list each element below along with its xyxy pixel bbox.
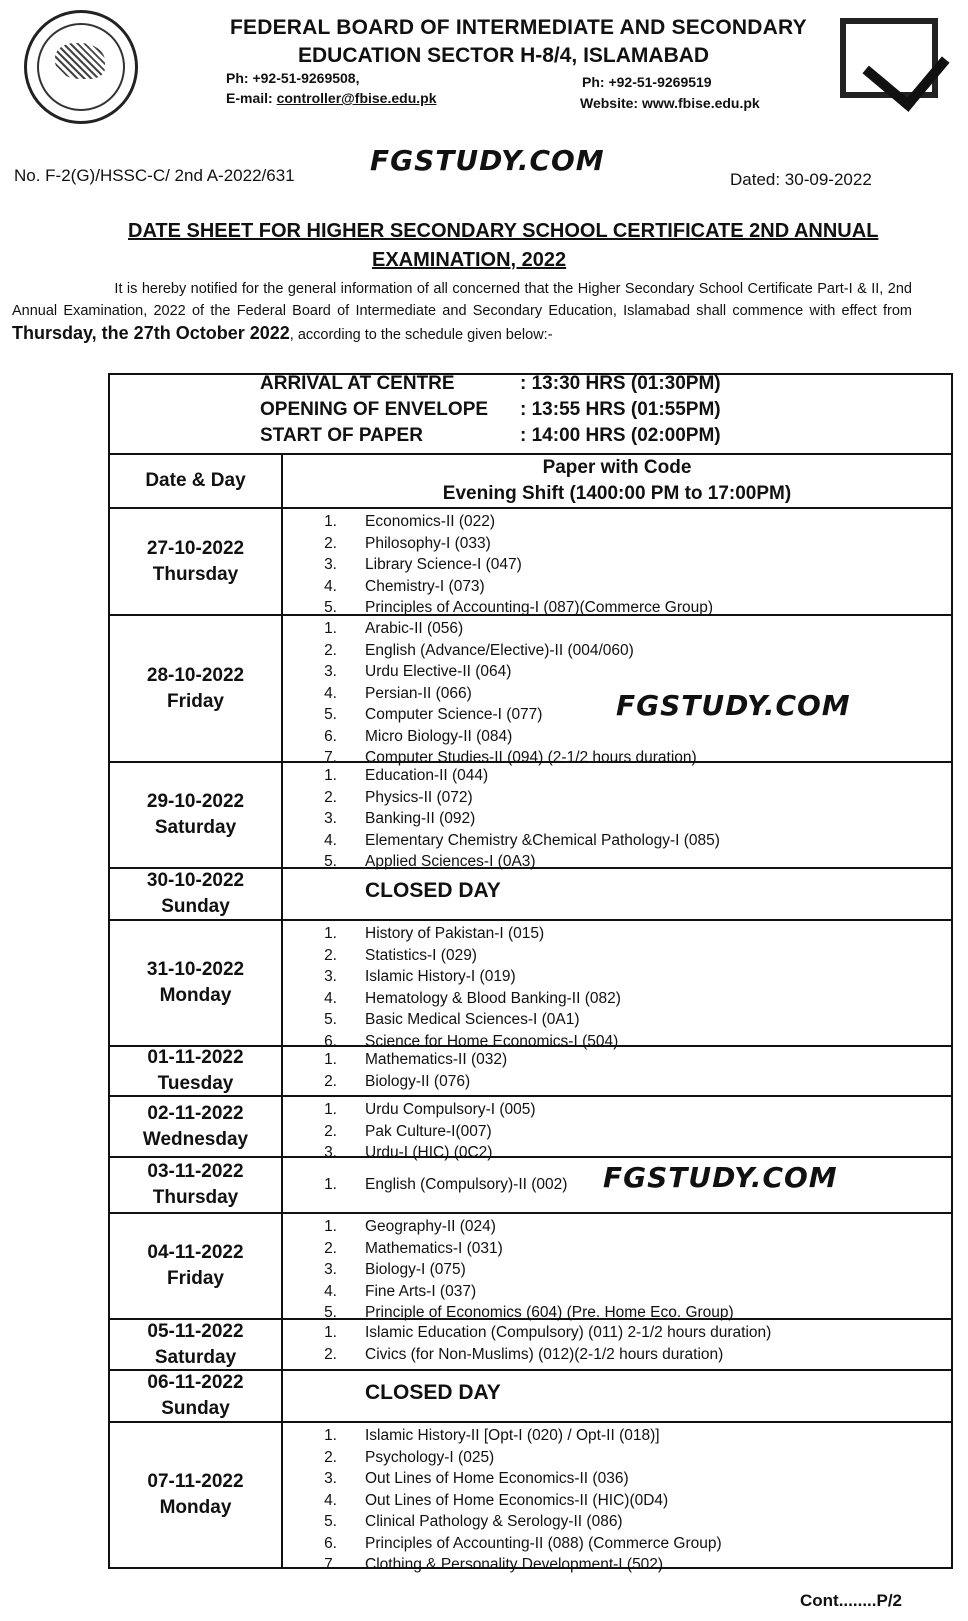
- paper-number: 3.: [324, 810, 337, 827]
- paper-name: Urdu Elective-II (064): [365, 663, 512, 680]
- title-line1: DATE SHEET FOR HIGHER SECONDARY SCHOOL CERTIFICATE 2ND ANNUAL: [128, 220, 879, 242]
- paper-number: 1.: [324, 1101, 337, 1118]
- table-row: [110, 1371, 951, 1423]
- paper-item: [283, 1344, 951, 1366]
- paper-name: Chemistry-I (073): [365, 577, 485, 595]
- date-day-cell: [110, 509, 283, 614]
- paper-item: [283, 640, 951, 662]
- paper-item: [283, 1468, 951, 1490]
- paper-item: [283, 533, 951, 555]
- table-row: [110, 921, 951, 1050]
- table-header: [110, 455, 951, 509]
- paper-number: 5.: [324, 853, 337, 870]
- paper-number: 1.: [324, 620, 337, 637]
- paper-number: 5.: [324, 599, 337, 616]
- paper-item: [283, 1425, 951, 1447]
- paper-item: [283, 765, 951, 787]
- exam-day: Monday: [159, 985, 232, 1006]
- paper-number: 4.: [324, 684, 337, 702]
- paper-item: [283, 1322, 951, 1344]
- paper-name: Mathematics-II (032): [365, 1051, 508, 1068]
- paper-name: Arabic-II (056): [365, 620, 464, 637]
- paper-item: [283, 661, 951, 683]
- phone-right: Ph: +92-51-9269519: [582, 74, 712, 90]
- paper-name: Fine Arts-I (037): [365, 1282, 477, 1300]
- paper-item: [283, 808, 951, 830]
- exam-date: 31-10-2022: [146, 959, 245, 980]
- paper-item: [283, 1490, 951, 1512]
- paper-number: 6.: [324, 727, 337, 745]
- table-row: [110, 1320, 951, 1371]
- paper-item: [283, 1533, 951, 1555]
- paper-name: Micro Biology-II (084): [365, 727, 513, 745]
- paper-item: [283, 1238, 951, 1260]
- date-day-cell: [110, 921, 283, 1045]
- paper-name: Pak Culture-I(007): [365, 1122, 492, 1140]
- papers-cell: [283, 869, 951, 919]
- paper-number: 4.: [324, 1282, 337, 1300]
- exam-date: 06-11-2022: [147, 1372, 244, 1393]
- timing-row: [260, 425, 760, 451]
- table-row: [110, 509, 951, 616]
- header-paper: [283, 455, 951, 507]
- timing-row: [260, 399, 760, 425]
- paper-name: Principles of Accounting-II (088) (Commerce Group): [365, 1534, 722, 1552]
- paper-number: 6.: [324, 1032, 337, 1050]
- dated: Dated: 30-09-2022: [730, 170, 872, 189]
- paper-number: 1.: [324, 1218, 337, 1235]
- paper-name: Islamic History-II [Opt-I (020) / Opt-II (018)]: [365, 1427, 660, 1444]
- paper-item: [283, 1071, 951, 1093]
- paper-name: Education-II (044): [365, 767, 489, 784]
- paper-item: [283, 923, 951, 945]
- paper-name: Principles of Accounting-I (087)(Commerce Group): [365, 599, 714, 616]
- paper-number: 2.: [324, 946, 337, 964]
- notice-start-date: Thursday, the 27th October 2022: [12, 323, 290, 343]
- timing-label: ARRIVAL AT CENTRE: [260, 373, 455, 394]
- paper-name: Principle of Economics (604) (Pre. Home Eco. Group): [365, 1304, 734, 1321]
- paper-number: 2.: [324, 1448, 337, 1466]
- timing-row: [260, 373, 760, 399]
- paper-item: [283, 787, 951, 809]
- date-day-cell: [110, 1320, 283, 1369]
- exam-date: 02-11-2022: [147, 1102, 244, 1124]
- paper-number: 4.: [324, 1491, 337, 1509]
- papers-cell: [283, 1214, 951, 1321]
- paper-name: History of Pakistan-I (015): [365, 925, 545, 942]
- paper-name: Computer Science-I (077): [365, 706, 543, 723]
- paper-item: [283, 576, 951, 598]
- paper-name: Library Science-I (047): [365, 556, 522, 573]
- paper-item: [283, 726, 951, 748]
- papers-cell: [283, 921, 951, 1050]
- papers-cell: [283, 763, 951, 870]
- exam-day: Saturday: [154, 1346, 237, 1368]
- date-day-cell: [110, 1047, 283, 1095]
- paper-number: 7.: [324, 1556, 337, 1573]
- paper-name: Mathematics-I (031): [365, 1239, 503, 1257]
- papers-cell: [283, 1047, 951, 1095]
- email-line: [226, 90, 436, 106]
- paper-item: [283, 966, 951, 988]
- paper-number: 1.: [324, 1427, 337, 1444]
- table-row: [110, 1214, 951, 1320]
- exam-day: Sunday: [161, 1398, 230, 1419]
- timing-box: [110, 375, 951, 455]
- paper-item: [283, 1049, 951, 1071]
- exam-date: 30-10-2022: [146, 870, 245, 891]
- paper-item: [283, 1216, 951, 1238]
- date-day-cell: [110, 763, 283, 867]
- paper-number: 2.: [324, 534, 337, 552]
- paper-item: [283, 1447, 951, 1469]
- closed-day-label: CLOSED DAY: [365, 1381, 501, 1404]
- closed-day-label: CLOSED DAY: [365, 879, 501, 902]
- timing-label: OPENING OF ENVELOPE: [260, 399, 489, 420]
- paper-number: 5.: [324, 1011, 337, 1028]
- exam-day: Friday: [166, 690, 225, 712]
- date-day-cell: [110, 869, 283, 919]
- paper-number: 5.: [324, 1304, 337, 1321]
- paper-name: Clothing & Personality Development-I (502): [365, 1556, 664, 1573]
- iso-certification-logo: [840, 18, 938, 98]
- paper-name: Islamic Education (Compulsory) (011) 2-1/2 hours duration): [365, 1324, 772, 1341]
- paper-number: 2.: [324, 1072, 337, 1090]
- date-day-cell: [110, 1371, 283, 1421]
- date-day-cell: [110, 616, 283, 761]
- paper-number: 3.: [324, 556, 337, 573]
- watermark: FGSTUDY.COM: [370, 144, 605, 177]
- timing-value: : 14:00 HRS (02:00PM): [520, 425, 721, 446]
- paper-item: [283, 1511, 951, 1533]
- paper-number: 7.: [324, 749, 337, 766]
- table-row: [110, 869, 951, 921]
- paper-number: 4.: [324, 831, 337, 849]
- paper-number: 1.: [324, 1324, 337, 1341]
- timing-value: : 13:30 HRS (01:30PM): [520, 373, 721, 394]
- paper-number: 1.: [324, 767, 337, 784]
- exam-date: 05-11-2022: [147, 1320, 244, 1342]
- paper-name: Geography-II (024): [365, 1218, 496, 1235]
- paper-number: 4.: [324, 989, 337, 1007]
- paper-item: [283, 1554, 951, 1576]
- paper-name: Biology-II (076): [365, 1072, 471, 1090]
- timing-label: START OF PAPER: [260, 425, 423, 446]
- paper-name: Elementary Chemistry &Chemical Pathology-I (085): [365, 831, 720, 849]
- email-link[interactable]: controller@fbise.edu.pk: [276, 90, 437, 106]
- exam-day: Friday: [166, 1268, 225, 1289]
- paper-name: Economics-II (022): [365, 513, 496, 530]
- exam-day: Thursday: [152, 1187, 239, 1208]
- paper-name: Urdu-I (HIC) (0C2): [365, 1144, 493, 1161]
- paper-number: 4.: [324, 577, 337, 595]
- date-sheet-table: [108, 373, 953, 1573]
- papers-cell: [283, 1423, 951, 1573]
- paper-item: [283, 1009, 951, 1031]
- date-day-cell: [110, 1097, 283, 1156]
- date-day-cell: [110, 1214, 283, 1318]
- table-row: [110, 1097, 951, 1161]
- paper-name: English (Advance/Elective)-II (004/060): [365, 641, 634, 659]
- exam-day: Wednesday: [142, 1128, 249, 1150]
- paper-name: Banking-II (092): [365, 810, 476, 827]
- exam-date: 04-11-2022: [147, 1242, 244, 1263]
- email-label: E-mail:: [226, 90, 277, 106]
- paper-name: Civics (for Non-Muslims) (012)(2-1/2 hours duration): [365, 1345, 724, 1363]
- continued-note: Cont........P/2: [800, 1591, 903, 1610]
- notice-text-end: , according to the schedule given below:-: [289, 327, 553, 343]
- exam-day: Tuesday: [157, 1073, 234, 1094]
- paper-number: 1.: [324, 1051, 337, 1068]
- paper-name: Psychology-I (025): [365, 1448, 495, 1466]
- paper-item: [283, 1121, 951, 1143]
- watermark: FGSTUDY.COM: [603, 1161, 838, 1194]
- paper-name: Computer Studies-II (094) (2-1/2 hours duration): [365, 749, 697, 766]
- paper-number: 1.: [324, 925, 337, 942]
- papers-cell: [283, 1320, 951, 1369]
- paper-number: 3.: [324, 1470, 337, 1487]
- paper-name: Statistics-I (029): [365, 946, 477, 964]
- paper-item: [283, 554, 951, 576]
- exam-date: 29-10-2022: [146, 791, 245, 812]
- paper-name: Physics-II (072): [365, 788, 473, 806]
- paper-number: 5.: [324, 1513, 337, 1530]
- paper-number: 3.: [324, 663, 337, 680]
- exam-day: Thursday: [152, 563, 239, 585]
- paper-number: 2.: [324, 1122, 337, 1140]
- exam-day: Sunday: [161, 896, 230, 917]
- paper-name: Applied Sciences-I (0A3): [365, 853, 536, 870]
- paper-number: 2.: [324, 1239, 337, 1257]
- watermark: FGSTUDY.COM: [616, 689, 851, 722]
- paper-item: [283, 988, 951, 1010]
- paper-name: Out Lines of Home Economics-II (HIC)(0D4): [365, 1491, 669, 1509]
- table-body: [110, 509, 951, 1573]
- phone-left: Ph: +92-51-9269508,: [226, 70, 360, 86]
- paper-item: [283, 1281, 951, 1303]
- org-name-line2: EDUCATION SECTOR H-8/4, ISLAMABAD: [298, 44, 710, 67]
- org-name-line1: FEDERAL BOARD OF INTERMEDIATE AND SECONDARY: [230, 16, 807, 39]
- papers-cell: [283, 509, 951, 614]
- exam-date: 01-11-2022: [147, 1047, 244, 1068]
- header-shift: Evening Shift (1400:00 PM to 17:00PM): [442, 483, 792, 504]
- table-row: [110, 763, 951, 869]
- timing-value: : 13:55 HRS (01:55PM): [520, 399, 721, 420]
- header-date-day: Date & Day: [110, 455, 283, 507]
- exam-date: 28-10-2022: [146, 664, 245, 686]
- paper-number: 2.: [324, 641, 337, 659]
- paper-number: 2.: [324, 1345, 337, 1363]
- papers-cell: [283, 1097, 951, 1161]
- paper-item: [283, 618, 951, 640]
- table-row: [110, 1423, 951, 1573]
- exam-date: 27-10-2022: [146, 537, 245, 559]
- paper-name: English (Compulsory)-II (002): [365, 1176, 568, 1193]
- paper-name: Persian-II (066): [365, 684, 472, 702]
- paper-number: 3.: [324, 1144, 337, 1161]
- papers-cell: [283, 1371, 951, 1421]
- paper-name: Clinical Pathology & Serology-II (086): [365, 1513, 623, 1530]
- exam-day: Saturday: [154, 817, 237, 838]
- paper-item: [283, 1259, 951, 1281]
- paper-name: Philosophy-I (033): [365, 534, 491, 552]
- fbise-seal-logo: [24, 10, 138, 124]
- paper-number: 1.: [324, 1176, 337, 1193]
- table-row: [110, 1047, 951, 1097]
- paper-name: Urdu Compulsory-I (005): [365, 1101, 536, 1118]
- exam-date: 07-11-2022: [147, 1471, 244, 1492]
- title-line2: EXAMINATION, 2022: [372, 249, 567, 271]
- reference-number: No. F-2(G)/HSSC-C/ 2nd A-2022/631: [14, 166, 295, 185]
- paper-name: Biology-I (075): [365, 1261, 466, 1278]
- notice-text: It is hereby notified for the general information of all concerned that the Higher Secondary School Certificate Part-I & II, 2nd Annual Examination, 2022 of the Federal Board of Intermediate and Secondary Education, Islamabad shall commence with effect from: [12, 281, 912, 319]
- paper-number: 5.: [324, 706, 337, 723]
- paper-item: [283, 511, 951, 533]
- paper-name: Science for Home Economics-I (504): [365, 1032, 619, 1050]
- paper-number: 3.: [324, 968, 337, 985]
- paper-item: [283, 1099, 951, 1121]
- header-paper-title: Paper with Code: [542, 457, 692, 478]
- paper-number: 2.: [324, 788, 337, 806]
- date-day-cell: [110, 1158, 283, 1212]
- paper-item: [283, 830, 951, 852]
- exam-date: 03-11-2022: [147, 1161, 244, 1182]
- paper-name: Hematology & Blood Banking-II (082): [365, 989, 621, 1007]
- paper-name: Islamic History-I (019): [365, 968, 516, 985]
- website: Website: www.fbise.edu.pk: [580, 95, 760, 111]
- paper-item: [283, 945, 951, 967]
- exam-day: Monday: [159, 1497, 232, 1518]
- paper-name: Basic Medical Sciences-I (0A1): [365, 1011, 580, 1028]
- date-day-cell: [110, 1423, 283, 1567]
- paper-number: 6.: [324, 1534, 337, 1552]
- paper-number: 1.: [324, 513, 337, 530]
- paper-name: Out Lines of Home Economics-II (036): [365, 1470, 629, 1487]
- paper-number: 3.: [324, 1261, 337, 1278]
- notice-paragraph: [12, 278, 912, 346]
